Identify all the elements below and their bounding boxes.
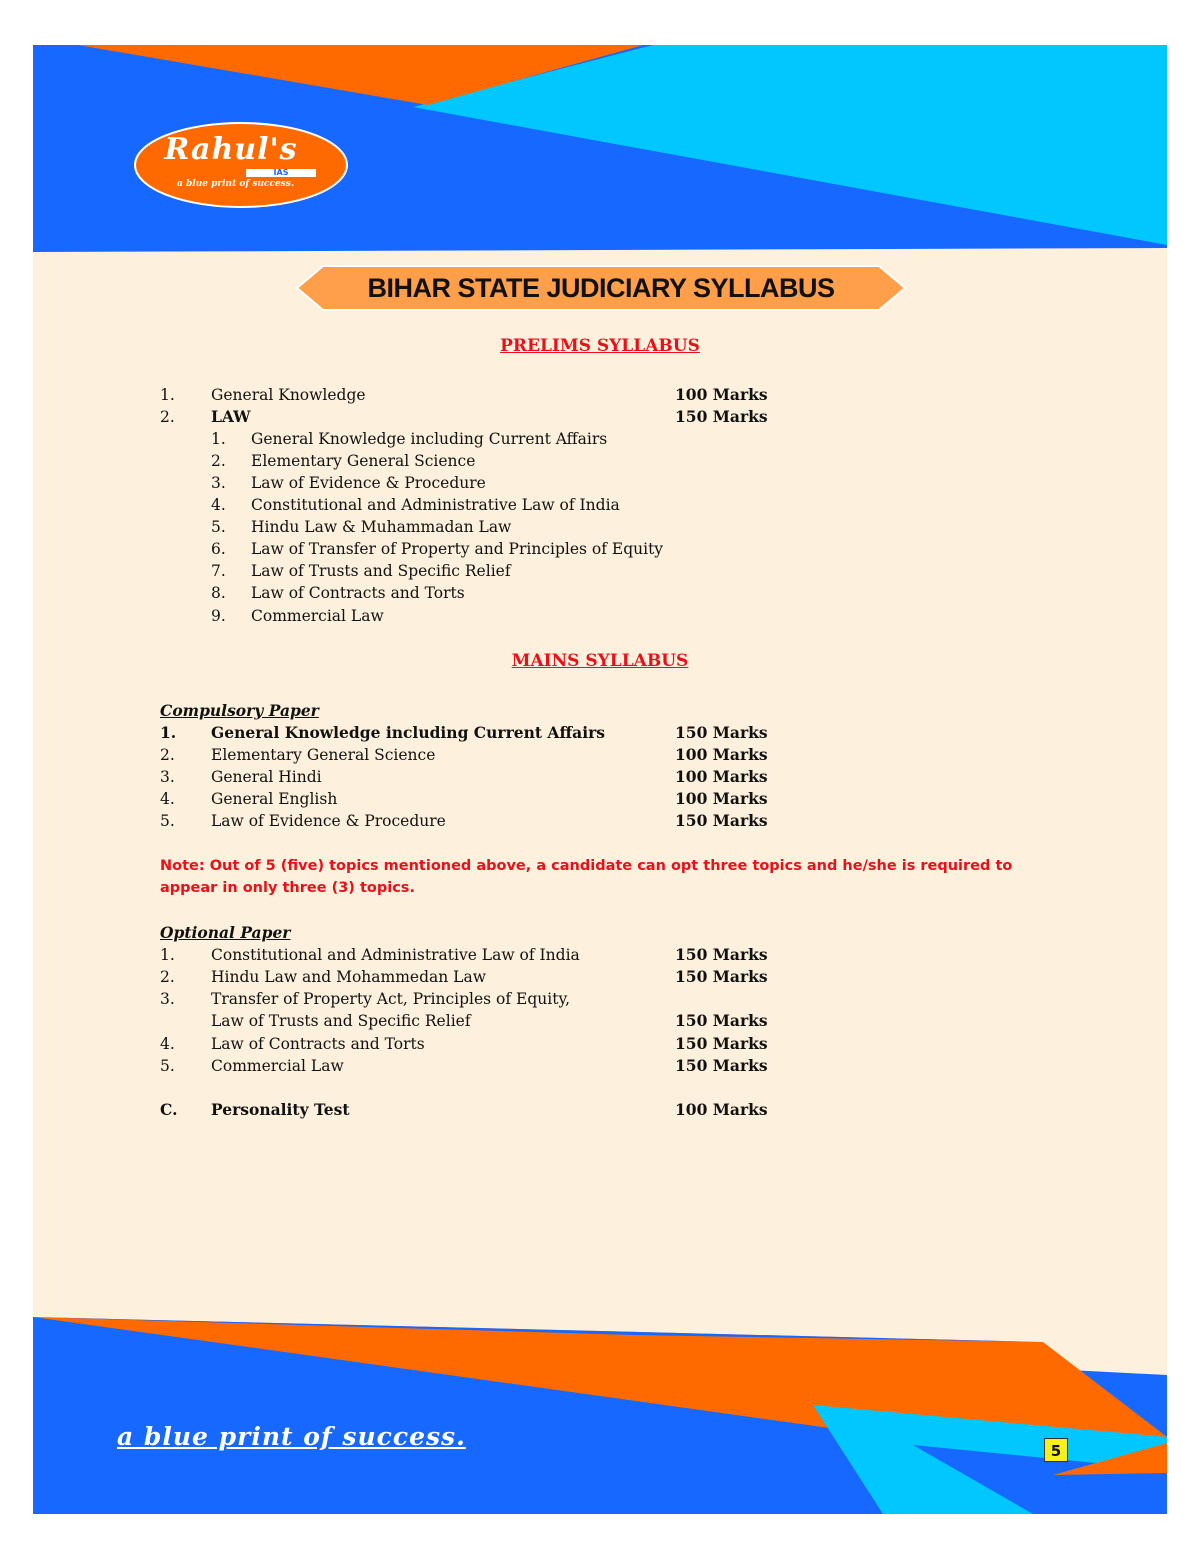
- item-number: 3.: [160, 768, 175, 786]
- item-number: 4.: [160, 790, 175, 808]
- item-text: Commercial Law: [211, 1057, 344, 1075]
- item-marks: 100 Marks: [675, 767, 768, 786]
- item-text: Constitutional and Administrative Law of India: [211, 946, 580, 964]
- prelims-item: [160, 406, 860, 428]
- item-number: 1.: [160, 386, 175, 404]
- item-text: General Knowledge including Current Affairs: [211, 723, 606, 742]
- compulsory-item: [160, 744, 860, 766]
- item-marks: 100 Marks: [675, 385, 768, 404]
- item-number: 5.: [160, 1057, 175, 1075]
- compulsory-item: [160, 722, 860, 744]
- document-page: [33, 45, 1167, 1514]
- item-number: 1.: [160, 946, 175, 964]
- topic-text: Law of Transfer of Property and Principles of Equity: [251, 540, 664, 558]
- law-topic: [211, 560, 811, 582]
- item-number: 2.: [160, 746, 175, 764]
- topic-text: Elementary General Science: [251, 452, 476, 470]
- compulsory-paper-heading: Compulsory Paper: [160, 701, 319, 720]
- page-number-badge: 5: [1044, 1438, 1068, 1462]
- compulsory-item: [160, 766, 860, 788]
- topic-number: 1.: [211, 430, 226, 448]
- personality-test-item: [160, 1099, 860, 1121]
- item-marks: 150 Marks: [675, 1011, 768, 1030]
- item-marks: 100 Marks: [675, 1100, 768, 1119]
- law-topic: [211, 538, 811, 560]
- page-title: BIHAR STATE JUDICIARY SYLLABUS: [367, 272, 835, 303]
- item-text: Transfer of Property Act, Principles of Equity,: [211, 990, 571, 1008]
- topic-number: 7.: [211, 562, 226, 580]
- footer-tagline: a blue print of success.: [117, 1422, 466, 1451]
- law-topic: [211, 494, 811, 516]
- optional-item: [160, 944, 860, 966]
- item-number: 2.: [160, 408, 175, 426]
- item-text: Law of Evidence & Procedure: [211, 812, 446, 830]
- item-marks: 100 Marks: [675, 745, 768, 764]
- optional-item: [160, 1010, 860, 1032]
- item-marks: 150 Marks: [675, 967, 768, 986]
- item-text: Personality Test: [211, 1100, 350, 1119]
- logo-ias: IAS: [246, 169, 316, 177]
- optional-paper-heading: Optional Paper: [160, 923, 291, 942]
- prelims-item: [160, 384, 860, 406]
- optional-item: [160, 988, 860, 1010]
- prelims-heading: PRELIMS SYLLABUS: [500, 336, 700, 356]
- law-topic: [211, 428, 811, 450]
- item-marks: 150 Marks: [675, 945, 768, 964]
- topic-number: 6.: [211, 540, 226, 558]
- item-marks: 150 Marks: [675, 1056, 768, 1075]
- item-number: 4.: [160, 1035, 175, 1053]
- item-number: 3.: [160, 990, 175, 1008]
- item-marks: 100 Marks: [675, 789, 768, 808]
- law-topic: [211, 516, 811, 538]
- logo-tagline: a blue print of success.: [177, 179, 294, 189]
- item-marks: 150 Marks: [675, 1034, 768, 1053]
- logo-name: Rahul's: [164, 132, 298, 167]
- item-number: 5.: [160, 812, 175, 830]
- mains-note: Note: Out of 5 (five) topics mentioned above, a candidate can opt three topics and he/she is required to appear in only three (3) topics.: [160, 858, 1013, 896]
- mains-heading: MAINS SYLLABUS: [511, 651, 689, 671]
- item-text: Law of Trusts and Specific Relief: [211, 1012, 471, 1030]
- compulsory-item: [160, 788, 860, 810]
- law-topic: [211, 450, 811, 472]
- topic-number: 5.: [211, 518, 226, 536]
- optional-item: [160, 1055, 860, 1077]
- topic-text: Law of Contracts and Torts: [251, 584, 465, 602]
- topic-number: 9.: [211, 607, 226, 625]
- topic-text: General Knowledge including Current Affairs: [251, 430, 608, 448]
- topic-number: 4.: [211, 496, 226, 514]
- topic-number: 2.: [211, 452, 226, 470]
- optional-item: [160, 966, 860, 988]
- topic-text: Law of Evidence & Procedure: [251, 474, 486, 492]
- item-text: Law of Contracts and Torts: [211, 1035, 425, 1053]
- item-marks: 150 Marks: [675, 407, 768, 426]
- item-marks: 150 Marks: [675, 723, 768, 742]
- law-topic: [211, 582, 811, 604]
- law-topic: [211, 605, 811, 627]
- item-text: General Knowledge: [211, 386, 366, 404]
- item-text: Elementary General Science: [211, 746, 436, 764]
- optional-item: [160, 1033, 860, 1055]
- item-number: C.: [160, 1100, 178, 1119]
- item-text: Hindu Law and Mohammedan Law: [211, 968, 486, 986]
- topic-text: Commercial Law: [251, 607, 384, 625]
- law-topic: [211, 472, 811, 494]
- item-marks: 150 Marks: [675, 811, 768, 830]
- item-text: LAW: [211, 407, 251, 426]
- topic-text: Hindu Law & Muhammadan Law: [251, 518, 512, 536]
- item-number: 2.: [160, 968, 175, 986]
- item-number: 1.: [160, 723, 177, 742]
- logo: [136, 128, 346, 206]
- topic-text: Law of Trusts and Specific Relief: [251, 562, 511, 580]
- compulsory-item: [160, 810, 860, 832]
- topic-number: 3.: [211, 474, 226, 492]
- item-text: General English: [211, 790, 338, 808]
- item-text: General Hindi: [211, 768, 322, 786]
- topic-text: Constitutional and Administrative Law of India: [251, 496, 620, 514]
- topic-number: 8.: [211, 584, 226, 602]
